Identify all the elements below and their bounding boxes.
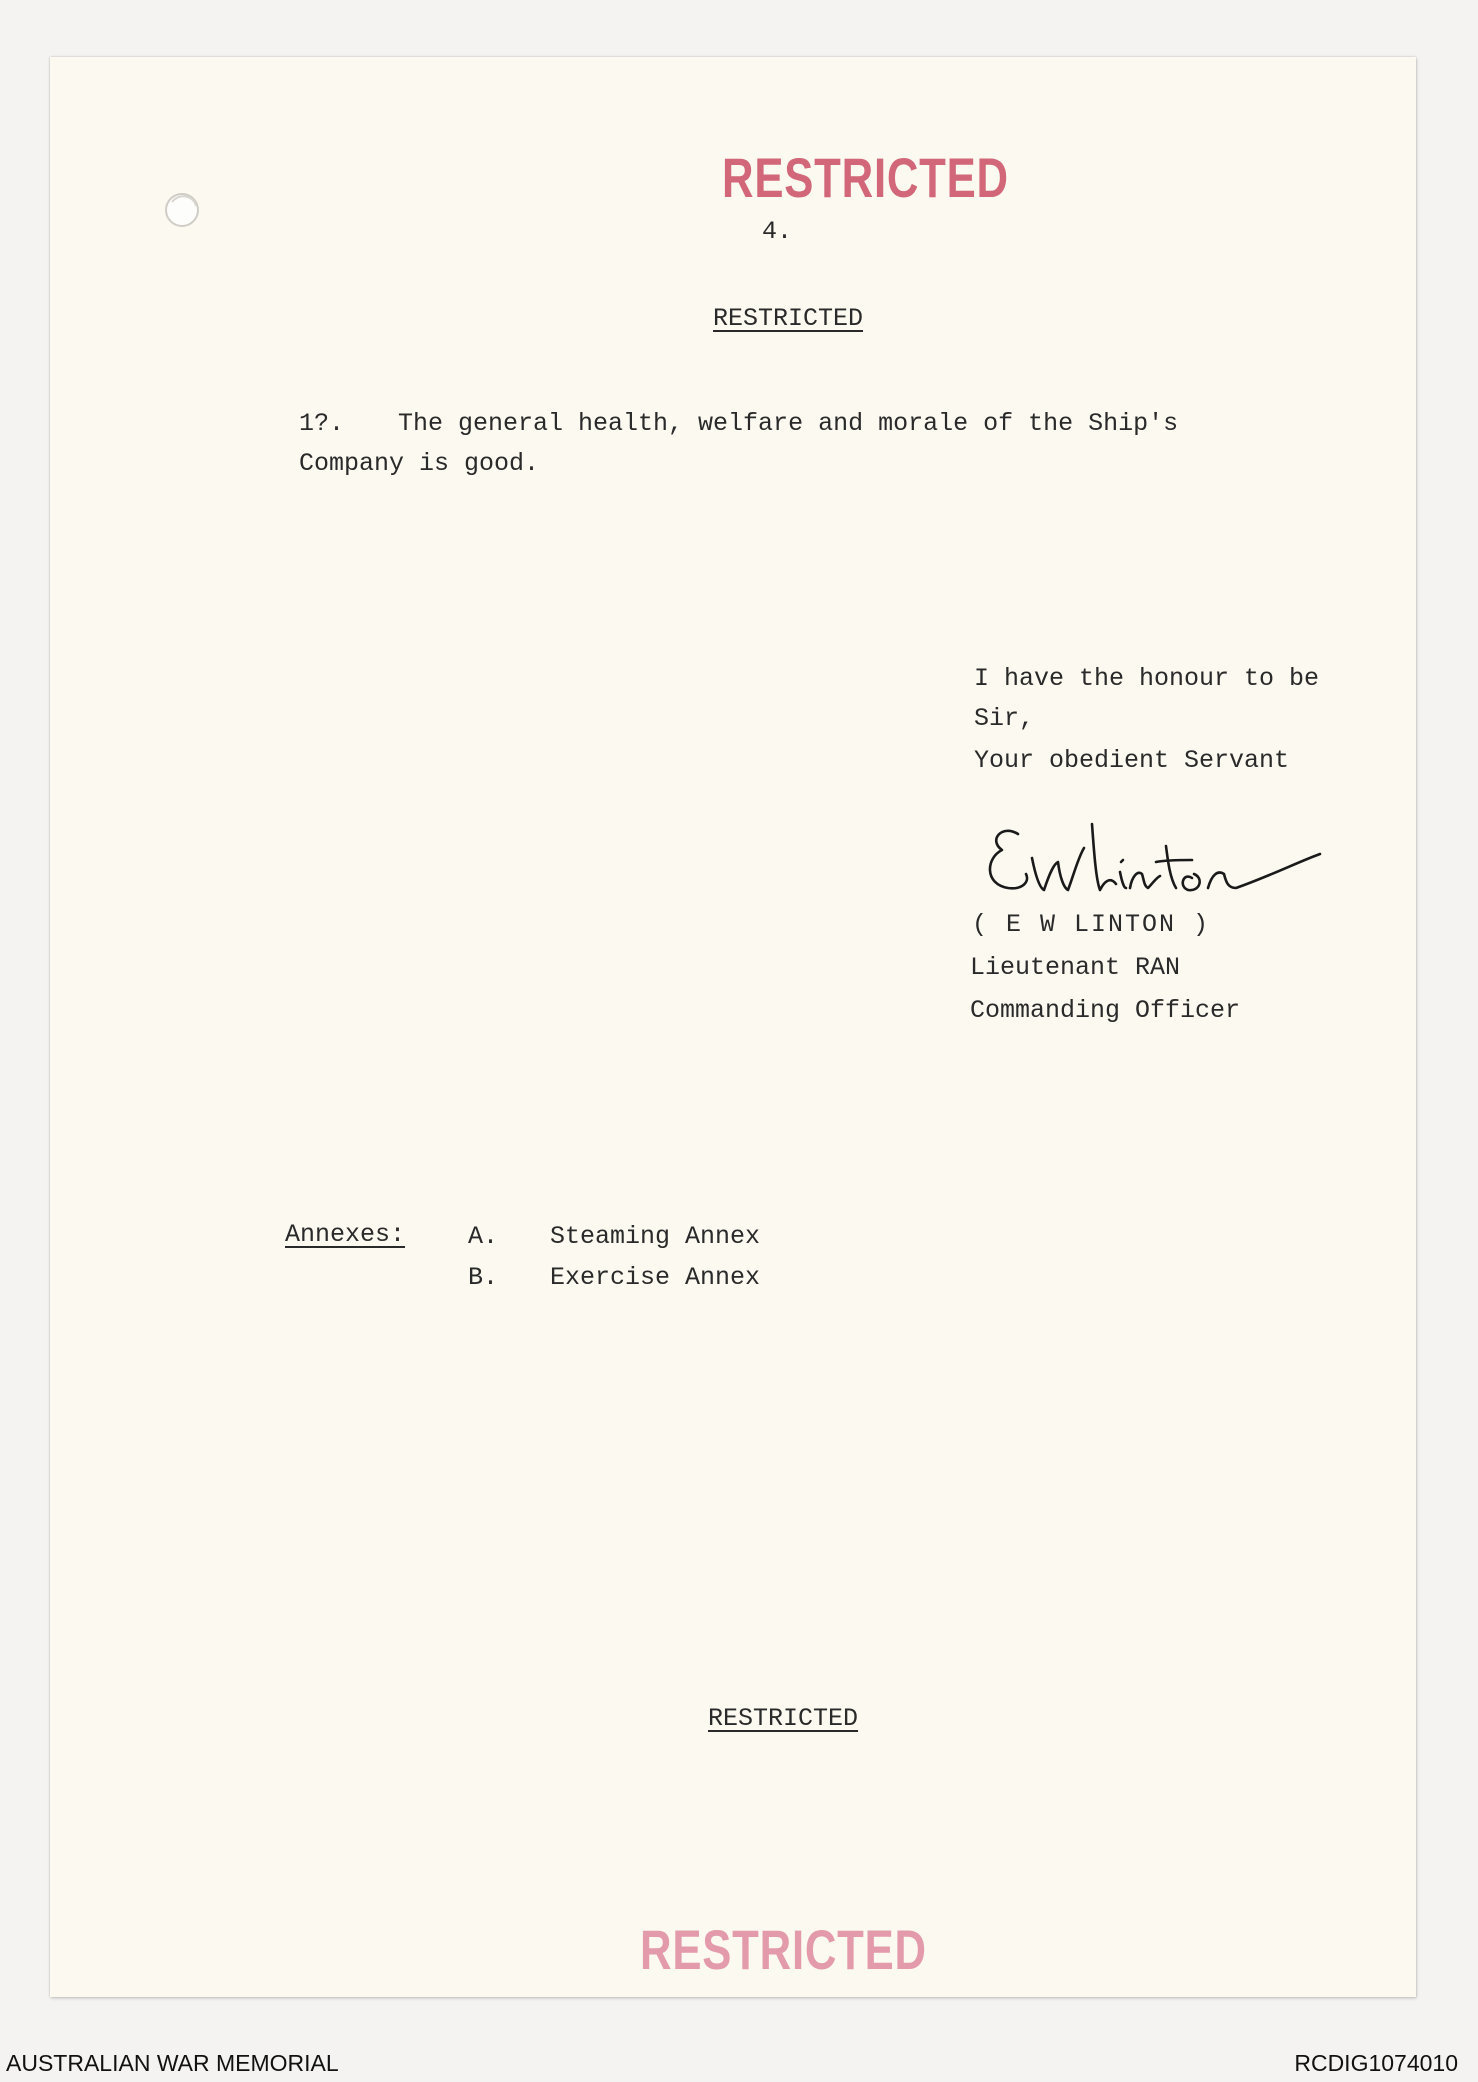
punch-hole-icon <box>152 180 212 240</box>
annex-title: Steaming Annex <box>550 1222 761 1251</box>
archive-credit: AUSTRALIAN WAR MEMORIAL <box>6 2050 339 2076</box>
annexes-label: Annexes: <box>285 1220 406 1249</box>
paragraph-line-2: Company is good. <box>299 449 540 478</box>
document-sheet <box>50 57 1416 1997</box>
signatory-name: ( E W LINTON ) <box>972 910 1211 939</box>
footer-classification: RESTRICTED <box>708 1704 859 1733</box>
closing-line-1: I have the honour to be <box>974 664 1320 693</box>
paragraph-number: 1?. <box>299 409 345 438</box>
annex-letter: B. <box>468 1263 499 1292</box>
closing-line-3: Your obedient Servant <box>974 746 1290 775</box>
annex-title: Exercise Annex <box>550 1263 761 1292</box>
closing-line-2: Sir, <box>974 704 1035 733</box>
paragraph-line-1: The general health, welfare and morale of the Ship's <box>398 409 1179 438</box>
header-classification: RESTRICTED <box>713 304 864 333</box>
signatory-rank: Lieutenant RAN <box>970 953 1181 982</box>
handwritten-signature <box>980 802 1350 912</box>
archive-id: RCDIG1074010 <box>1294 2050 1458 2076</box>
page-number: 4. <box>762 217 793 246</box>
restricted-stamp-bottom: RESTRICTED <box>640 1918 927 1981</box>
annex-letter: A. <box>468 1222 499 1251</box>
signatory-role: Commanding Officer <box>970 996 1241 1025</box>
restricted-stamp-top: RESTRICTED <box>722 146 1009 209</box>
